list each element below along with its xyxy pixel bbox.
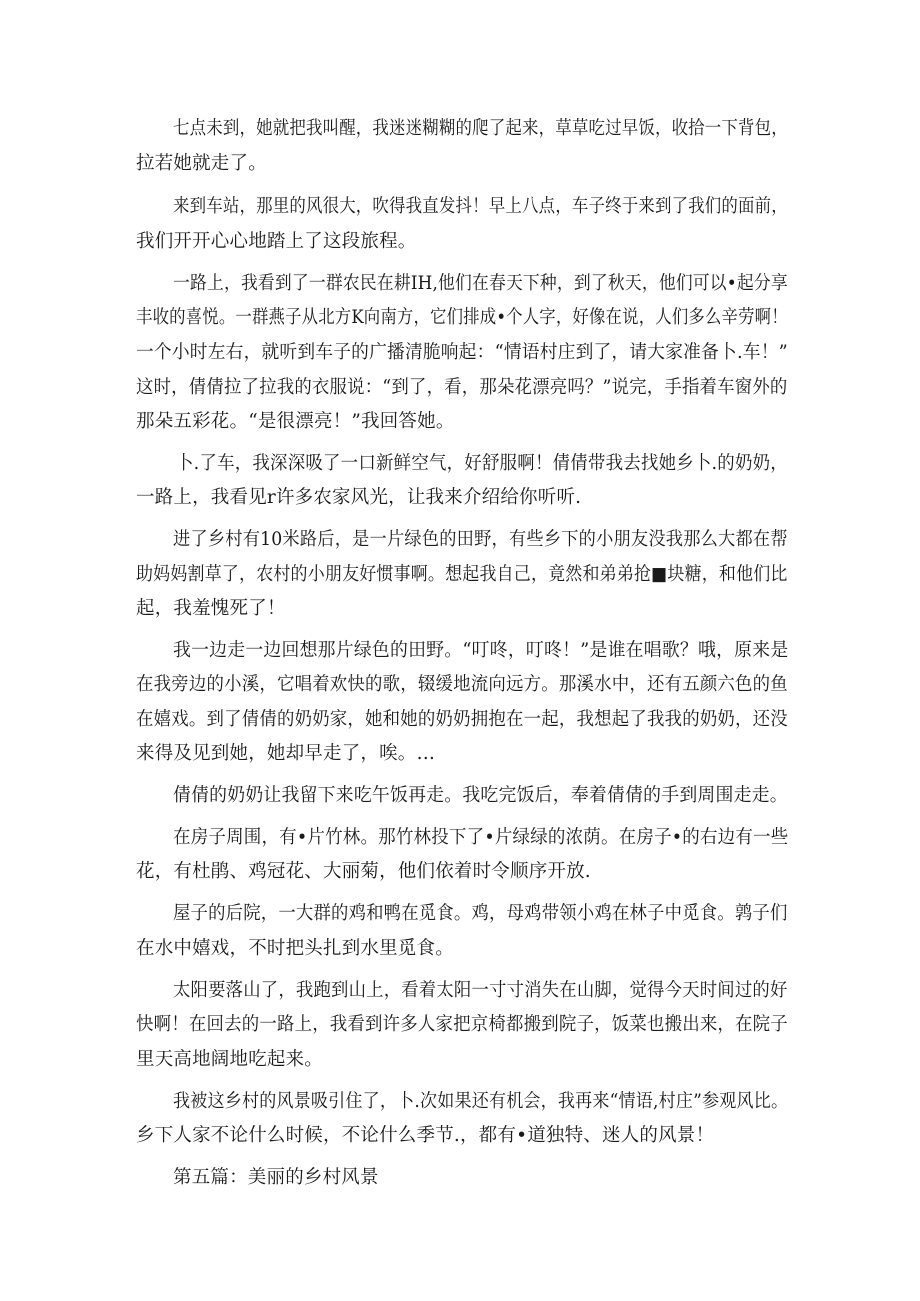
text-line: 快啊！在回去的一路上，我看到许多人家把京椅都搬到院子，饭菜也搬出来，在院子 [136,1014,788,1035]
text-line: 一路上，我看见r许多农家风光，让我来介绍给你听听. [136,487,582,508]
text-line: 七点未到，她就把我叫醒，我迷迷糊糊的爬了起来，草草吃过早饭，收拾一下背包， [173,118,788,139]
text-line: 太阳要落山了，我跑到山上，看着太阳一寸寸消失在山脚，觉得今天时间过的好 [173,980,788,1001]
text-line: 来到车站，那里的风很大，吹得我直发抖！早上八点，车子终于来到了我们的面前， [173,196,788,217]
text-line: 在嬉戏。到了倩倩的奶奶家，她和她的奶奶拥抱在一起，我想起了我我的奶奶，还没 [136,709,788,730]
text-line: 一路上，我看到了一群农民在耕IH,他们在春天下种，到了秋天，他们可以•起分享 [173,273,788,294]
text-line: 这时，倩倩拉了拉我的衣服说：“到了，看，那朵花漂亮吗？”说完，手指着车窗外的 [136,377,788,398]
text-line: 乡下人家不论什么时候，不论什么季节.，都有•道独特、迷人的风景！ [136,1125,715,1146]
text-line: 在我旁边的小溪，它唱着欢快的歌，辍缓地流向远方。那溪水中，还有五颜六色的鱼 [136,674,788,695]
text-line: 我们开开心心地踏上了这段旅程。 [136,231,417,252]
text-line: 助妈妈割草了，农村的小朋友好惯事啊。想起我自己，竟然和弟弟抢■块糖，和他们比 [136,564,788,585]
text-line: 花，有杜鹃、鸡冠花、大丽菊，他们依着时令顺序开放. [136,861,591,882]
section-heading: 第五篇：美丽的乡村风景 [173,1167,379,1188]
text-line: 卜.了车，我深深吸了一口新鲜空气，好舒服啊！倩倩带我去找她乡卜.的奶奶， [176,453,788,474]
text-line: 屋子的后院，一大群的鸡和鸭在觅食。鸡，母鸡带领小鸡在林子中觅食。鹑子们 [173,903,788,924]
text-line: 起，我羞愧死了！ [136,598,286,619]
text-line: 进了乡村有10米路后，是一片绿色的田野，有些乡下的小朋友没我那么大都在帮 [173,529,788,550]
text-line: 在水中嬉戏，不时把头扎到水里觅食。 [136,938,454,959]
text-line: 里天高地阔地吃起来。 [136,1049,324,1070]
text-line: 倩倩的奶奶让我留下来吃午饭再走。我吃完饭后，奉着倩倩的手到周围走走。 [173,785,788,806]
text-line: 我一边走一边回想那片绿色的田野。“叮咚，叮咚！”是谁在唱歌？哦，原来是 [173,640,789,661]
text-line: 在房子周围，有•片竹林。那竹林投下了•片绿绿的浓荫。在房子•的右边有一些 [173,827,789,848]
text-line: 拉若她就走了。 [136,153,267,174]
text-line: 我被这乡村的风景吸引住了，卜.次如果还有机会，我再来“情语,村庄”参观风比。 [173,1091,789,1112]
text-line: 丰收的喜悦。一群燕子从北方K向南方，它们排成•个人字，好像在说，人们多么辛劳啊！ [136,307,788,328]
text-line: 那朵五彩花。“是很漂亮！”我回答她。 [136,411,455,432]
text-line: 一个小时左右，就听到车子的广播清脆响起：“情语村庄到了，请大家准备卜.车！” [136,342,788,363]
text-line: 来得及见到她，她却早走了，唉。… [136,743,436,764]
